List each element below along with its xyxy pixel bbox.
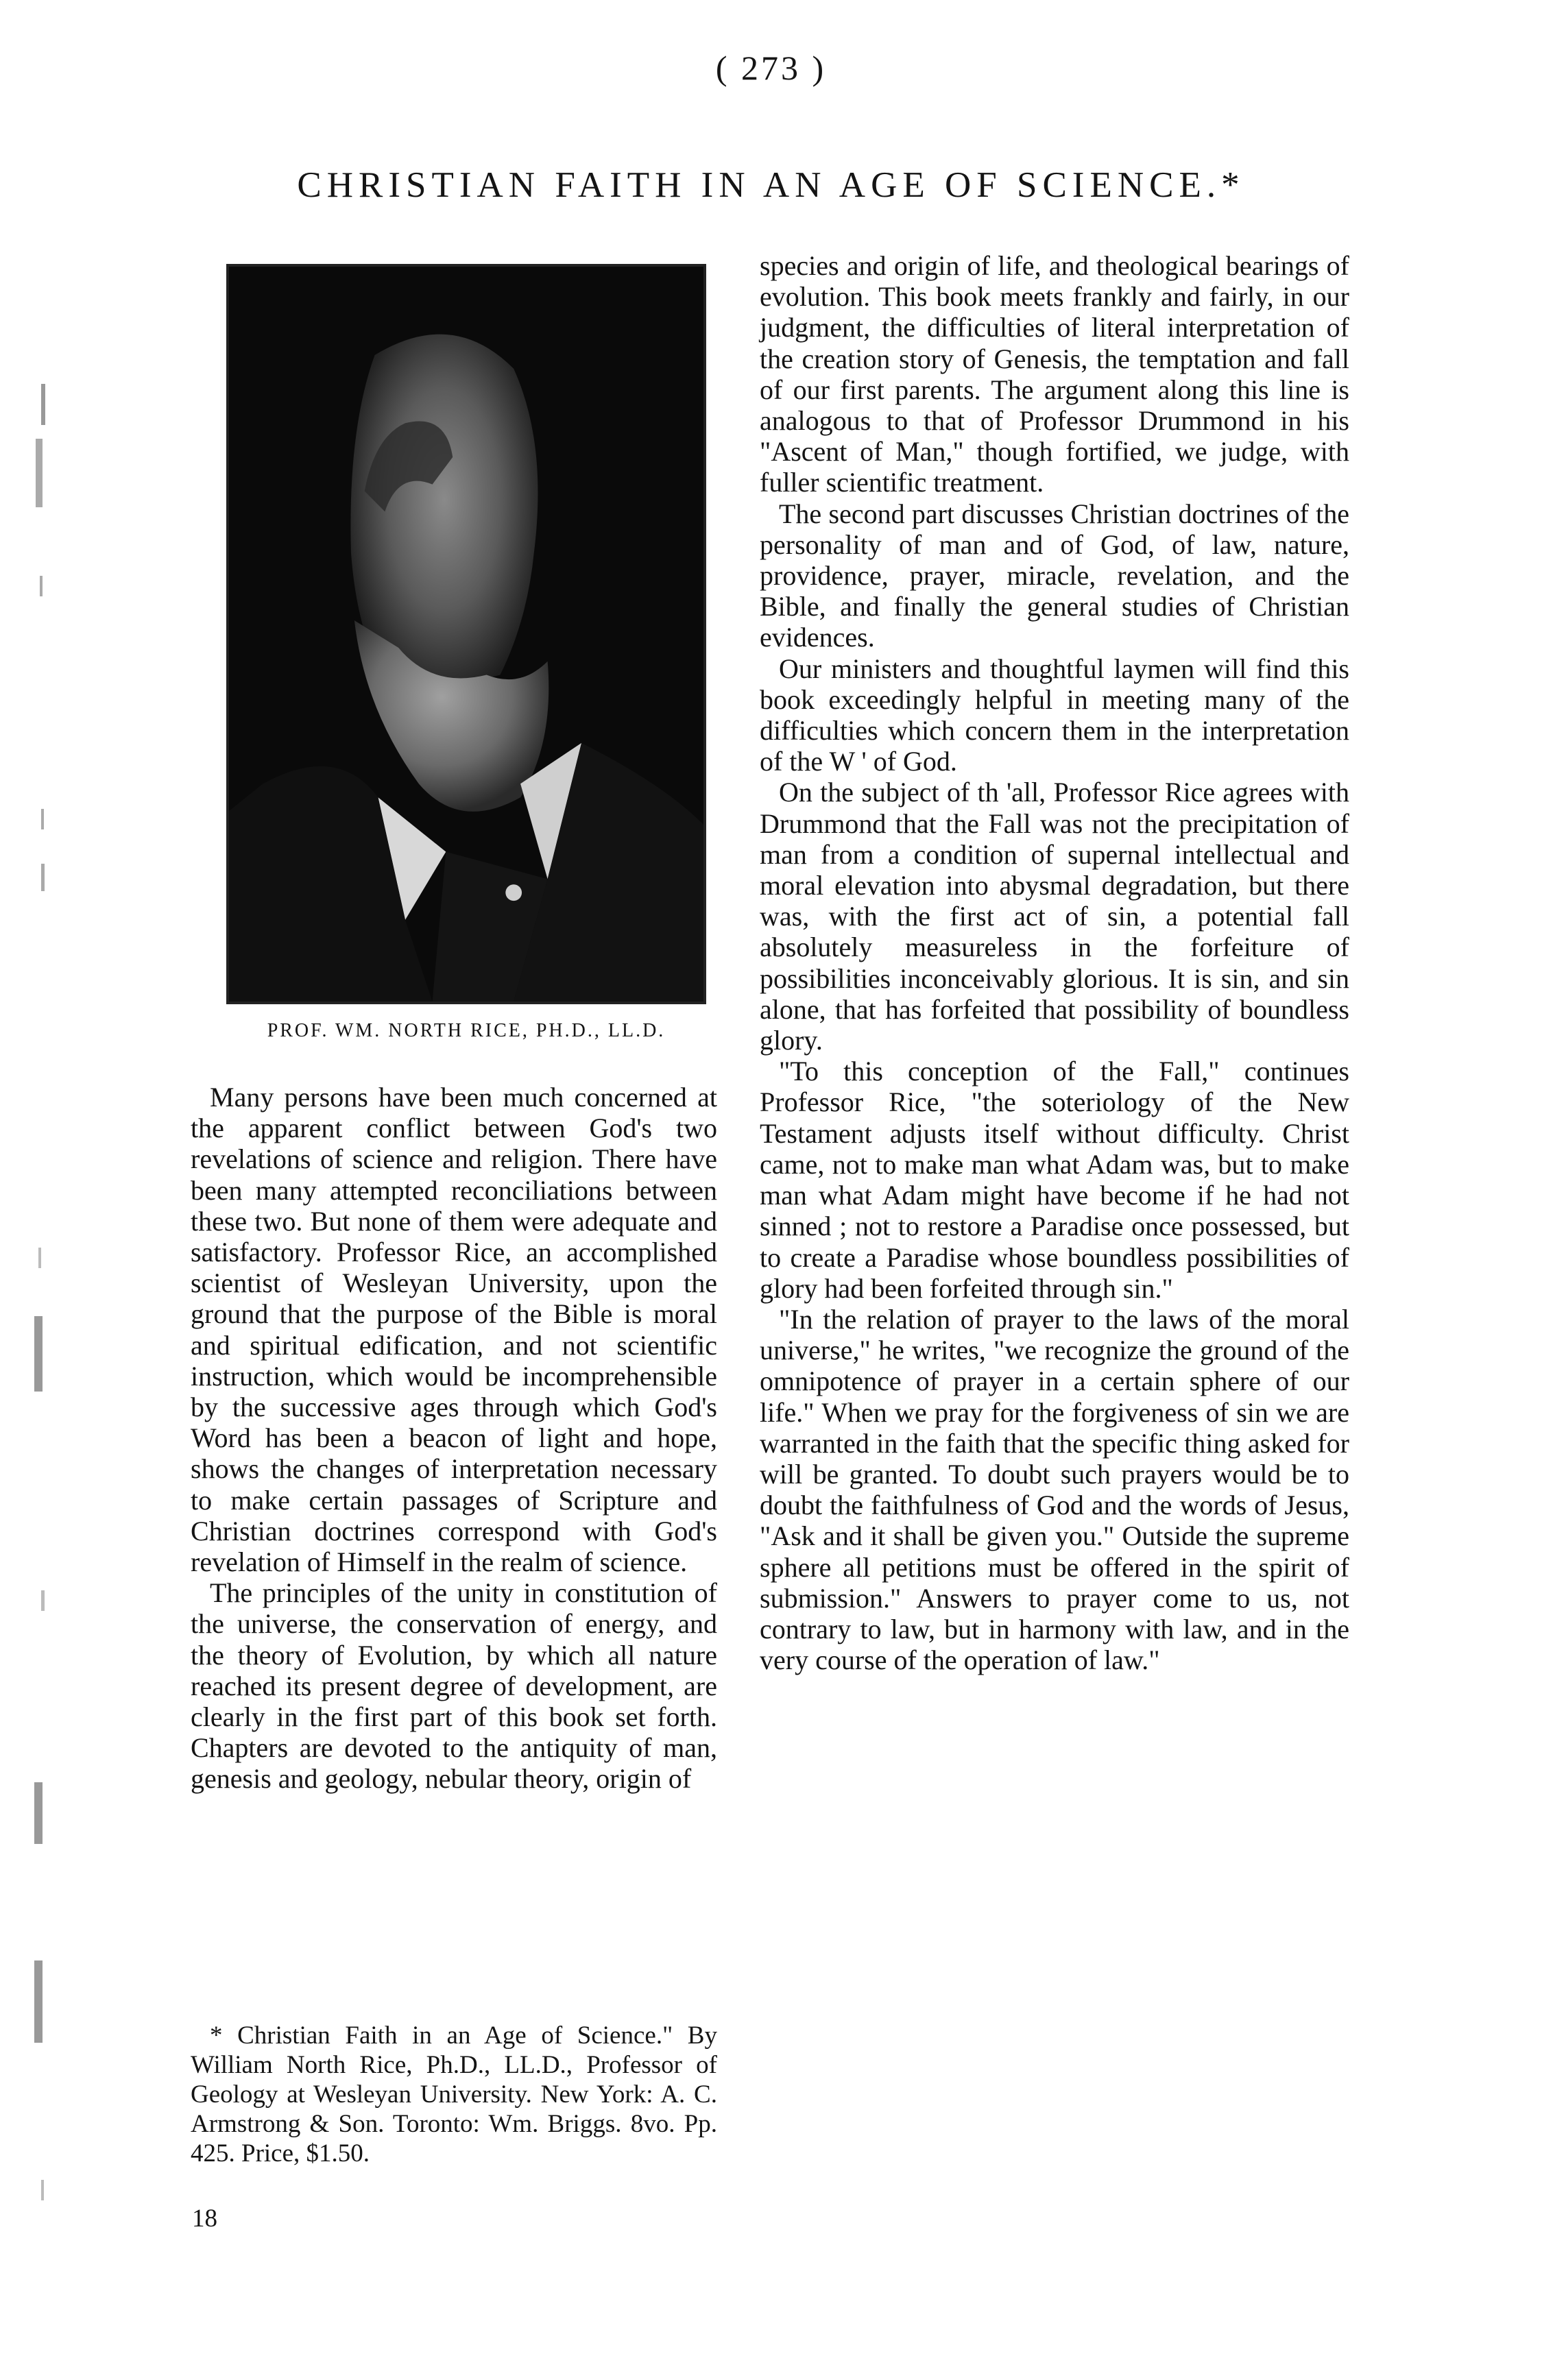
portrait-figure xyxy=(229,267,703,1001)
footnote-text: * Christian Faith in an Age of Science." By William North Rice, Ph.D., LL.D., Professor of Geology at Wesleyan University. New York: A. C. Armstrong & Son. Toronto: Wm. Briggs. 8vo. Pp. 425. Price, $1.50. xyxy=(191,2021,717,2168)
paragraph: "To this conception of the Fall," continues Professor Rice, "the soteriology of the New Testament adjusts itself without difficulty. Christ came, not to make man what Adam was, but to make man what Adam might have become if he had not sinned ; not to restore a Paradise once possessed, but to create a Paradise whose boundless possibilities of glory had been forfeited through sin." xyxy=(760,1056,1349,1304)
paragraph: The second part discusses Christian doctrines of the personality of man and of God, of law, nature, providence, prayer, miracle, revelation, and the Bible, and finally the general studies of Christian evidences. xyxy=(760,498,1349,653)
paragraph: Many persons have been much concerned at the apparent conflict between God's two revelations of science and religion. There have been many attempted reconciliations between these two. But none of them were adequate and satisfactory. Professor Rice, an accomplished scientist of Wesleyan University, upon the ground that the purpose of the Bible is moral and spiritual edification, and not scientific instruction, which would be incomprehensible by the successive ages through which God's Word has been a beacon of light and hope, shows the changes of interpretation necessary to make certain passages of Scripture and Christian doctrines correspond with God's revelation of Himself in the realm of science. xyxy=(191,1082,717,1578)
paragraph: species and origin of life, and theological bearings of evolution. This book meets frankly and fairly, in our judgment, the difficulties of literal interpretation of the creation story of Genesis, the temptation and fall of our first parents. The argument along this line is analogous to that of Professor Drummond in his "Ascent of Man," though fortified, we judge, with fuller scientific treatment. xyxy=(760,250,1349,498)
paragraph: Our ministers and thoughtful laymen will find this book exceedingly helpful in meeting many of the difficulties which concern them in the interpretation of the W ' of God. xyxy=(760,653,1349,777)
portrait-photo xyxy=(226,264,706,1004)
article-title: CHRISTIAN FAITH IN AN AGE OF SCIENCE.* xyxy=(297,165,1245,205)
right-column xyxy=(760,250,1349,1675)
portrait-caption: PROF. WM. NORTH RICE, PH.D., LL.D. xyxy=(267,1020,666,1041)
paragraph: On the subject of th 'all, Professor Rice agrees with Drummond that the Fall was not the precipitation of man from a condition of supernal intellectual and moral elevation into abysmal degradation, but there was, with the first act of sin, a potential fall absolutely measureless in the forfeiture of possibilities inconceivably glorious. It is sin, and sin alone, that has forfeited that possibility of boundless glory. xyxy=(760,777,1349,1056)
footnote xyxy=(191,2021,717,2168)
signature-mark: 18 xyxy=(192,2205,217,2233)
left-column xyxy=(191,1082,717,1795)
scan-margin-noise xyxy=(0,0,62,2380)
page-number: ( 273 ) xyxy=(715,49,827,87)
paragraph: "In the relation of prayer to the laws of the moral universe," he writes, "we recognize the ground of the omnipotence of prayer in a certain sphere of our life." When we pray for the forgiveness of sin we are warranted in the faith that the specific thing asked for will be granted. To doubt such prayers would be to doubt the faithfulness of God and the words of Jesus, "Ask and it shall be given you." Outside the supreme sphere all petitions must be offered in the spirit of submission." Answers to prayer come to us, not contrary to law, but in harmony with law, and in the very course of the operation of law." xyxy=(760,1303,1349,1676)
paragraph: The principles of the unity in constitution of the universe, the conservation of energy, and the theory of Evolution, by which all nature reached its present degree of development, are clearly in the first part of this book set forth. Chapters are devoted to the antiquity of man, genesis and geology, nebular theory, origin of xyxy=(191,1577,717,1795)
